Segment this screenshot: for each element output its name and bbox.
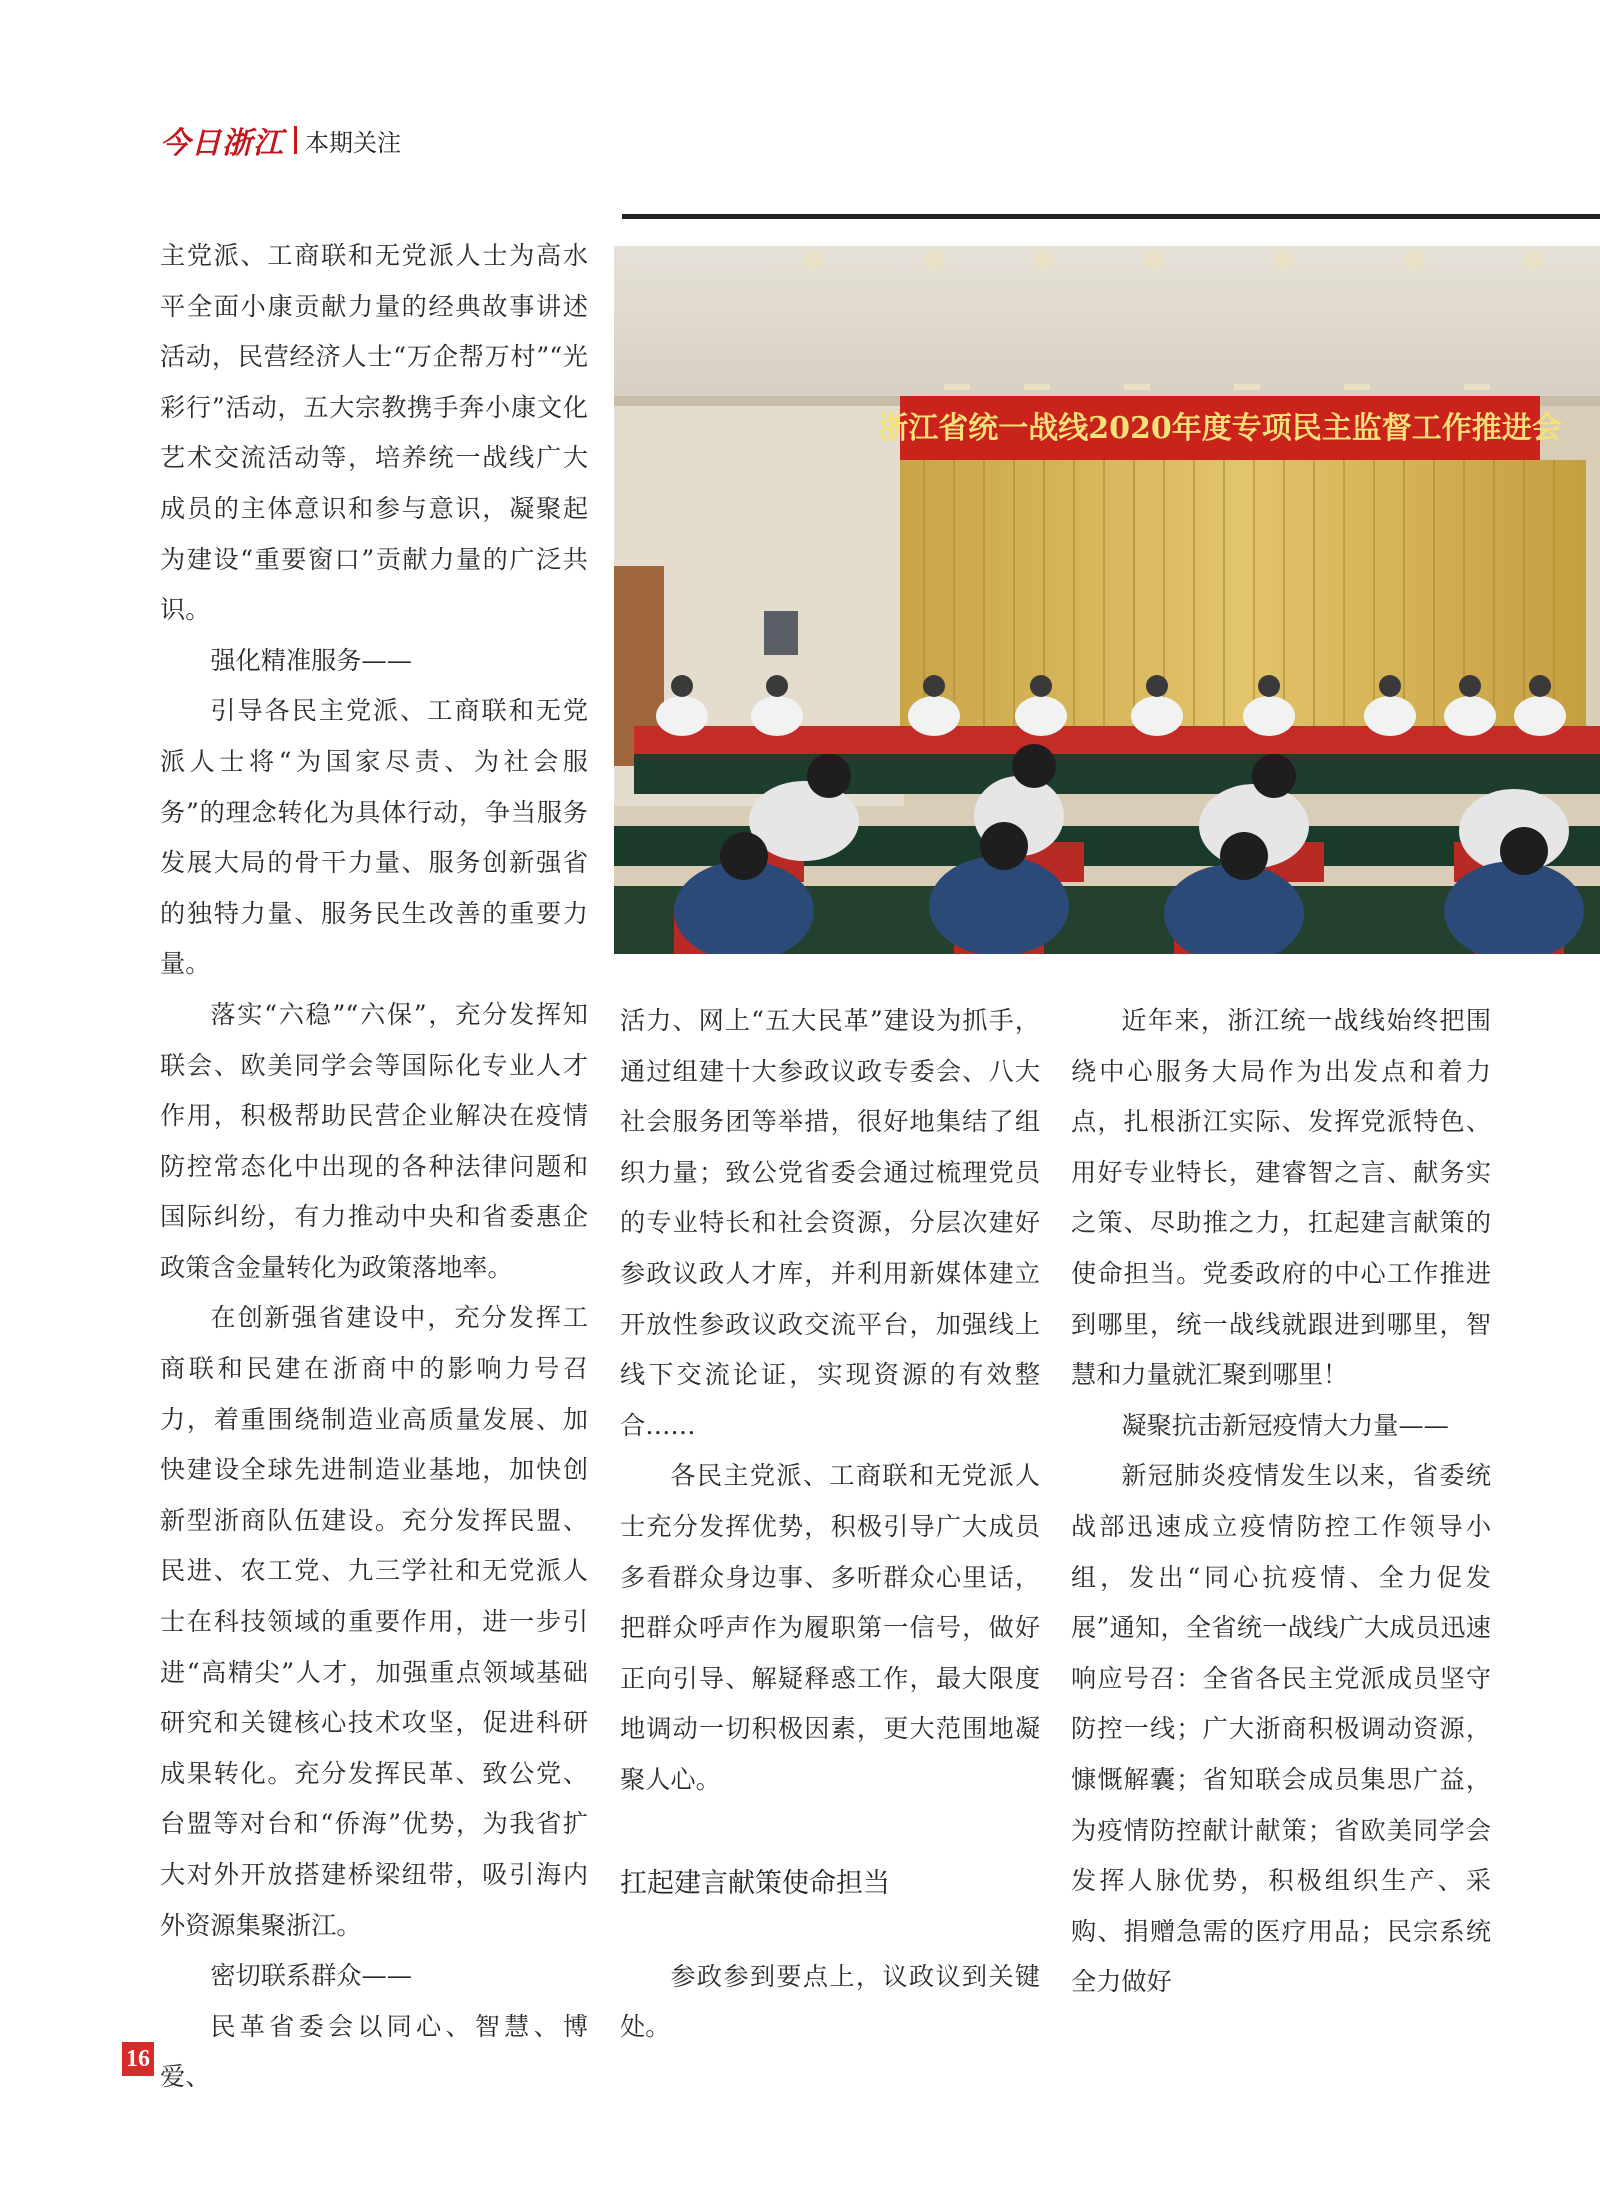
right-column <box>1071 996 1491 2008</box>
section-heading: 扛起建言献策使命担当 <box>620 1867 890 1899</box>
paragraph: 活力、网上“五大民革”建设为抓手，通过组建十大参政议政专委会、八大社会服务团等举措，很好地集结了组织力量；致公党省委会通过梳理党员的专业特长和社会资源，分层次建好参政议政人才库，并利用新媒体建立开放性参政议政交流平台，加强线上线下交流论证，实现资源的有效整合…… <box>620 1006 1040 1440</box>
top-rule <box>622 214 1600 219</box>
paragraph: 主党派、工商联和无党派人士为高水平全面小康贡献力量的经典故事讲述活动，民营经济人士“万企帮万村”“光彩行”活动，五大宗教携手奔小康文化艺术交流活动等，培养统一战线广大成员的主体意识和参与意识，凝聚起为建设“重要窗口”贡献力量的广泛共识。 <box>160 241 588 625</box>
paragraph: 新冠肺炎疫情发生以来，省委统战部迅速成立疫情防控工作领导小组，发出“同心抗疫情、全力促发展”通知，全省统一战线广大成员迅速响应号召：全省各民主党派成员坚守防控一线；广大浙商积极调动资源，慷慨解囊；省知联会成员集思广益，为疫情防控献计献策；省欧美同学会发挥人脉优势，积极组织生产、采购、捐赠急需的医疗用品；民宗系统全力做好 <box>1071 1461 1491 1997</box>
middle-column <box>620 996 1040 2053</box>
paragraph: 民革省委会以同心、智慧、博爱、 <box>160 2011 588 2092</box>
header-divider <box>294 126 297 154</box>
subsection-heading: 凝聚抗击新冠疫情大力量—— <box>1121 1410 1449 1440</box>
subsection-heading: 强化精准服务—— <box>210 645 412 675</box>
paragraph: 落实“六稳”“六保”，充分发挥知联会、欧美同学会等国际化专业人才作用，积极帮助民营企业解决在疫情防控常态化中出现的各种法律问题和国际纠纷，有力推动中央和省委惠企政策含金量转化为政策落地率。 <box>160 999 588 1282</box>
paragraph: 近年来，浙江统一战线始终把围绕中心服务大局作为出发点和着力点，扎根浙江实际、发挥党派特色、用好专业特长，建睿智之言、献务实之策、尽助推之力，扛起建言献策的使命担当。党委政府的中心工作推进到哪里，统一战线就跟进到哪里，智慧和力量就汇聚到哪里！ <box>1071 1006 1491 1390</box>
left-column <box>160 231 588 2103</box>
page-number: 16 <box>122 2042 154 2076</box>
paragraph: 各民主党派、工商联和无党派人士充分发挥优势，积极引导广大成员多看群众身边事、多听群众心里话，把群众呼声作为履职第一信号，做好正向引导、解疑释惑工作，最大限度地调动一切积极因素，更大范围地凝聚人心。 <box>620 1461 1040 1794</box>
paragraph: 参政参到要点上，议政议到关键处。 <box>620 1961 1040 2042</box>
banner-text: 浙江省统一战线2020年度专项民主监督工作推进会 <box>878 411 1562 446</box>
paragraph: 在创新强省建设中，充分发挥工商联和民建在浙商中的影响力号召力，着重围绕制造业高质量发展、加快建设全球先进制造业基地，加快创新型浙商队伍建设。充分发挥民盟、民进、农工党、九三学社和无党派人士在科技领域的重要作用，进一步引进“高精尖”人才，加强重点领域基础研究和关键核心技术攻坚，促进科研成果转化。充分发挥民革、致公党、台盟等对台和“侨海”优势，为我省扩大对外开放搭建桥梁纽带，吸引海内外资源集聚浙江。 <box>160 1303 588 1940</box>
magazine-logo: 今日浙江 <box>160 126 284 161</box>
paragraph: 引导各民主党派、工商联和无党派人士将“为国家尽责、为社会服务”的理念转化为具体行动，争当服务发展大局的骨干力量、服务创新强省的独特力量、服务民生改善的重要力量。 <box>160 696 588 979</box>
subsection-heading: 密切联系群众—— <box>210 1961 412 1991</box>
magazine-header <box>160 120 401 160</box>
section-name: 本期关注 <box>305 128 401 157</box>
meeting-photo <box>614 246 1600 954</box>
